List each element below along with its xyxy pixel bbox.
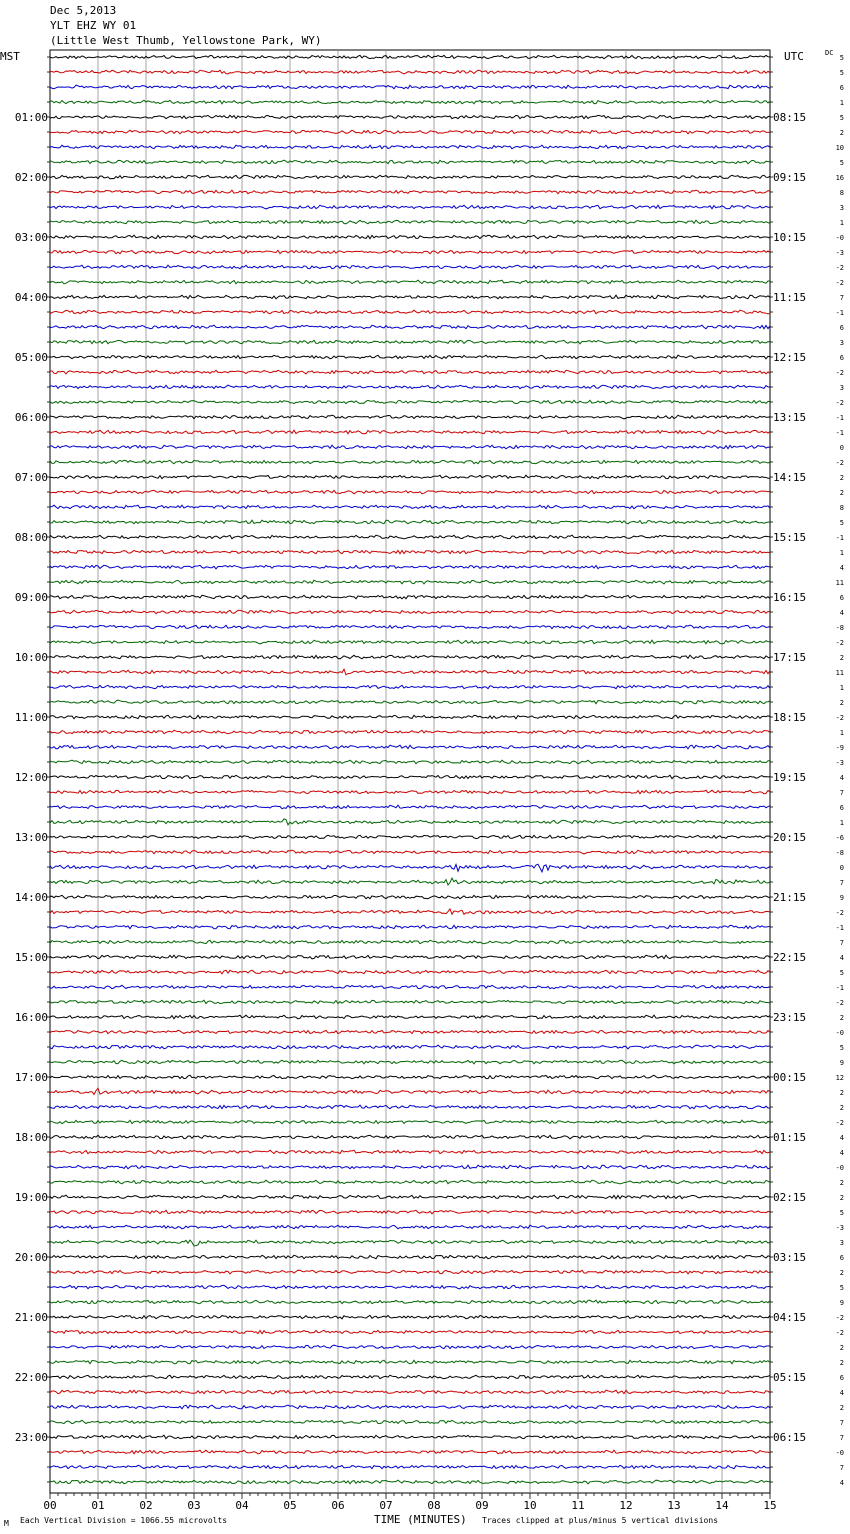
trace-row (50, 955, 770, 959)
dc-offset-label: -2 (835, 459, 844, 467)
trace-row (50, 895, 770, 898)
trace-row (50, 1405, 770, 1409)
trace-row (50, 550, 770, 554)
trace-row (50, 1045, 770, 1049)
trace-row (50, 160, 770, 164)
trace-row (50, 864, 770, 872)
x-tick-label: 07 (379, 1499, 393, 1512)
left-hour-label: 21:00 (14, 1311, 48, 1324)
left-hour-label: 08:00 (14, 531, 48, 544)
dc-offset-label: 6 (839, 324, 844, 332)
trace-row (50, 1240, 770, 1246)
dc-offset-label: -2 (835, 369, 844, 377)
dc-offset-label: 2 (839, 129, 844, 137)
plot-date: Dec 5,2013 (50, 4, 117, 17)
left-hour-label: 11:00 (14, 711, 48, 724)
trace-row (50, 70, 770, 74)
trace-row (50, 1345, 770, 1349)
right-hour-label: 12:15 (773, 351, 807, 364)
dc-offset-label: 9 (839, 1059, 844, 1067)
dc-offset-label: -1 (835, 924, 844, 932)
dc-offset-label: -0 (835, 1164, 844, 1172)
trace-row (50, 1195, 770, 1199)
trace-row (50, 250, 770, 253)
dc-offset-label: 3 (839, 204, 844, 212)
x-tick-label: 15 (763, 1499, 777, 1512)
dc-offset-label: 4 (839, 1479, 844, 1487)
trace-row (50, 280, 770, 284)
trace-row (50, 415, 770, 419)
trace-row (50, 1135, 770, 1139)
dc-offset-label: -3 (835, 249, 844, 257)
trace-row (50, 370, 770, 374)
left-hour-label: 22:00 (14, 1371, 48, 1384)
trace-row (50, 355, 770, 359)
dc-offset-label: 6 (839, 354, 844, 362)
trace-row (50, 235, 770, 239)
dc-offset-label: 5 (839, 1284, 844, 1292)
trace-row (50, 1465, 770, 1468)
left-hour-label: 10:00 (14, 651, 48, 664)
dc-offset-label: 0 (839, 864, 844, 872)
right-hour-label: 02:15 (773, 1191, 807, 1204)
dc-offset-label: 7 (839, 1419, 844, 1427)
right-hour-label: 21:15 (773, 891, 807, 904)
dc-offset-label: -2 (835, 1119, 844, 1127)
x-tick-label: 01 (91, 1499, 105, 1512)
dc-offset-label: 5 (839, 1044, 844, 1052)
trace-row (50, 475, 770, 479)
trace-row (50, 1030, 770, 1033)
trace-row (50, 445, 770, 449)
trace-row (50, 985, 770, 989)
dc-offset-label: 1 (839, 99, 844, 107)
trace-row (50, 310, 770, 314)
trace-row (50, 730, 770, 734)
dc-offset-label: 0 (839, 444, 844, 452)
trace-row (50, 535, 770, 539)
plot-frame (50, 50, 770, 1493)
dc-offset-label: -0 (835, 234, 844, 242)
station-id: YLT EHZ WY 01 (50, 19, 137, 32)
trace-row (50, 175, 770, 179)
right-hour-label: 16:15 (773, 591, 807, 604)
dc-offset-label: 2 (839, 489, 844, 497)
left-hour-label: 05:00 (14, 351, 48, 364)
trace-row (50, 1420, 770, 1424)
dc-offset-label: 1 (839, 219, 844, 227)
trace-row (50, 1435, 770, 1439)
trace-row (50, 325, 770, 329)
dc-offset-label: 5 (839, 969, 844, 977)
right-hour-label: 04:15 (773, 1311, 807, 1324)
dc-offset-label: 7 (839, 879, 844, 887)
trace-row (50, 1270, 770, 1274)
right-hour-label: 10:15 (773, 231, 807, 244)
trace-row (50, 1060, 770, 1064)
left-hour-label: 06:00 (14, 411, 48, 424)
trace-row (50, 819, 770, 825)
dc-offset-label: 2 (839, 1089, 844, 1097)
right-hour-label: 13:15 (773, 411, 807, 424)
dc-offset-label: 10 (835, 144, 844, 152)
right-hour-label: 08:15 (773, 111, 807, 124)
right-hour-label: 23:15 (773, 1011, 807, 1024)
dc-offset-label: 2 (839, 1014, 844, 1022)
trace-row (50, 700, 770, 704)
trace-row (50, 1390, 770, 1394)
trace-row (50, 265, 770, 269)
right-hour-label: 03:15 (773, 1251, 807, 1264)
left-hour-label: 17:00 (14, 1071, 48, 1084)
traces (50, 55, 770, 1484)
dc-offset-label: -1 (835, 984, 844, 992)
trace-row (50, 460, 770, 464)
dc-offset-label: -1 (835, 429, 844, 437)
scale-note: Each Vertical Division = 1066.55 microvolts (20, 1516, 228, 1525)
trace-row (50, 655, 770, 659)
right-hour-label: 11:15 (773, 291, 807, 304)
trace-row (50, 385, 770, 389)
dc-offset-label: 1 (839, 549, 844, 557)
right-hour-label: 06:15 (773, 1431, 807, 1444)
dc-offset-label: 2 (839, 1344, 844, 1352)
left-timezone-label: MST (0, 50, 20, 63)
x-tick-label: 05 (283, 1499, 297, 1512)
dc-offset-label: -2 (835, 1314, 844, 1322)
trace-row (50, 878, 770, 885)
dc-offset-label: -2 (835, 279, 844, 287)
right-hour-label: 00:15 (773, 1071, 807, 1084)
dc-offset-label: -2 (835, 909, 844, 917)
trace-row (50, 790, 770, 794)
dc-offset-label: 6 (839, 804, 844, 812)
trace-row (50, 55, 770, 59)
dc-offset-label: -2 (835, 714, 844, 722)
trace-row (50, 130, 770, 134)
left-hour-label: 03:00 (14, 231, 48, 244)
trace-row (50, 1480, 770, 1484)
dc-offset-label: 5 (839, 1209, 844, 1217)
dc-offset-label: -2 (835, 399, 844, 407)
dc-offset-label: 4 (839, 609, 844, 617)
trace-row (50, 190, 770, 194)
trace-row (50, 1165, 770, 1169)
dc-offset-label: 5 (839, 69, 844, 77)
left-hour-label: 04:00 (14, 291, 48, 304)
dc-offset-label: 3 (839, 1239, 844, 1247)
right-hour-label: 18:15 (773, 711, 807, 724)
left-hour-label: 14:00 (14, 891, 48, 904)
trace-row (50, 835, 770, 838)
trace-row (50, 1255, 770, 1259)
trace-row (50, 640, 770, 644)
dc-offset-label: 6 (839, 1254, 844, 1262)
x-tick-label: 10 (523, 1499, 537, 1512)
trace-row (50, 970, 770, 974)
trace-row (50, 505, 770, 509)
trace-row (50, 565, 770, 569)
dc-offset-label: -1 (835, 414, 844, 422)
x-tick-label: 06 (331, 1499, 345, 1512)
x-axis-title: TIME (MINUTES) (374, 1513, 467, 1526)
right-hour-label: 01:15 (773, 1131, 807, 1144)
x-tick-label: 03 (187, 1499, 201, 1512)
dc-offset-label: -9 (835, 744, 844, 752)
trace-row (50, 925, 770, 929)
dc-offset-label: 1 (839, 684, 844, 692)
trace-row (50, 909, 770, 914)
dc-offset-label: 16 (835, 174, 844, 182)
clip-note: Traces clipped at plus/minus 5 vertical divisions (482, 1516, 719, 1525)
dc-offset-label: 4 (839, 564, 844, 572)
corner-mark: M (4, 1519, 9, 1528)
left-hour-label: 01:00 (14, 111, 48, 124)
dc-offset-label: 4 (839, 954, 844, 962)
left-hour-label: 09:00 (14, 591, 48, 604)
dc-offset-label: 5 (839, 54, 844, 62)
right-timezone-label: UTC (784, 50, 804, 63)
trace-row (50, 1180, 770, 1184)
dc-offset-label: 9 (839, 894, 844, 902)
right-hour-label: 17:15 (773, 651, 807, 664)
dc-offset-label: 5 (839, 519, 844, 527)
left-hour-label: 13:00 (14, 831, 48, 844)
dc-offset-label: 1 (839, 729, 844, 737)
trace-row (50, 1285, 770, 1289)
dc-offset-label: -3 (835, 1224, 844, 1232)
x-tick-label: 09 (475, 1499, 489, 1512)
trace-row (50, 625, 770, 629)
left-hour-label: 19:00 (14, 1191, 48, 1204)
dc-offset-label: 2 (839, 1404, 844, 1412)
trace-row (50, 400, 770, 403)
left-hour-label: 18:00 (14, 1131, 48, 1144)
left-hour-label: 16:00 (14, 1011, 48, 1024)
trace-row (50, 85, 770, 89)
x-tick-label: 14 (715, 1499, 729, 1512)
dc-offset-label: 2 (839, 1179, 844, 1187)
trace-row (50, 715, 770, 719)
trace-row (50, 115, 770, 118)
trace-row (50, 1330, 770, 1333)
left-hour-label: 15:00 (14, 951, 48, 964)
dc-offset-label: -2 (835, 639, 844, 647)
trace-row (50, 745, 770, 749)
trace-row (50, 145, 770, 149)
trace-row (50, 595, 770, 599)
right-hour-label: 15:15 (773, 531, 807, 544)
dc-offset-label: 12 (835, 1074, 844, 1082)
x-tick-label: 13 (667, 1499, 681, 1512)
station-location: (Little West Thumb, Yellowstone Park, WY) (50, 34, 322, 47)
trace-row (50, 220, 770, 224)
dc-offset-label: 9 (839, 1299, 844, 1307)
dc-offset-label: 7 (839, 1434, 844, 1442)
trace-row (50, 760, 770, 764)
dc-offset-label: -8 (835, 624, 844, 632)
dc-offset-label: -1 (835, 534, 844, 542)
trace-row (50, 205, 770, 209)
dc-offset-label: 4 (839, 1389, 844, 1397)
trace-row (50, 100, 770, 104)
dc-offset-label: -6 (835, 834, 844, 842)
dc-offset-label: 2 (839, 1194, 844, 1202)
left-hour-label: 20:00 (14, 1251, 48, 1264)
dc-offset-label: 6 (839, 594, 844, 602)
x-tick-label: 08 (427, 1499, 441, 1512)
dc-offset-label: -0 (835, 1449, 844, 1457)
trace-row (50, 1210, 770, 1214)
x-tick-label: 02 (139, 1499, 153, 1512)
right-hour-label: 14:15 (773, 471, 807, 484)
dc-offset-label: 5 (839, 159, 844, 167)
dc-offset-label: 7 (839, 1464, 844, 1472)
trace-row (50, 1015, 770, 1019)
x-tick-label: 00 (43, 1499, 57, 1512)
dc-offset-label: 2 (839, 654, 844, 662)
right-hour-label: 22:15 (773, 951, 807, 964)
dc-offset-label: 4 (839, 774, 844, 782)
trace-row (50, 850, 770, 854)
dc-offset-label: 7 (839, 939, 844, 947)
dc-offset-label: 7 (839, 789, 844, 797)
trace-row (50, 340, 770, 344)
left-hour-label: 07:00 (14, 471, 48, 484)
trace-row (50, 1300, 770, 1304)
dc-column-header: DC (825, 49, 834, 57)
trace-row (50, 1120, 770, 1124)
trace-row (50, 775, 770, 779)
dc-offset-label: 6 (839, 84, 844, 92)
dc-offset-label: 3 (839, 339, 844, 347)
trace-row (50, 295, 770, 299)
trace-row (50, 1225, 770, 1229)
dc-offset-label: -2 (835, 999, 844, 1007)
dc-offset-label: 2 (839, 1359, 844, 1367)
trace-row (50, 1360, 770, 1364)
dc-offset-label: 3 (839, 384, 844, 392)
right-hour-label: 09:15 (773, 171, 807, 184)
dc-offset-label: 2 (839, 699, 844, 707)
dc-offset-label: 6 (839, 1374, 844, 1382)
dc-offset-label: -2 (835, 264, 844, 272)
dc-offset-label: 8 (839, 189, 844, 197)
trace-row (50, 1088, 770, 1094)
trace-row (50, 1105, 770, 1109)
trace-row (50, 1315, 770, 1319)
x-tick-label: 04 (235, 1499, 249, 1512)
dc-offset-label: 4 (839, 1149, 844, 1157)
dc-offset-label: 8 (839, 504, 844, 512)
left-hour-label: 12:00 (14, 771, 48, 784)
dc-offset-label: -8 (835, 849, 844, 857)
dc-offset-label: 2 (839, 474, 844, 482)
right-hour-label: 05:15 (773, 1371, 807, 1384)
dc-offset-label: 2 (839, 1269, 844, 1277)
dc-offset-label: 4 (839, 1134, 844, 1142)
trace-row (50, 490, 770, 494)
dc-offset-label: -2 (835, 1329, 844, 1337)
trace-row (50, 1375, 770, 1379)
trace-row (50, 1000, 770, 1004)
dc-offset-label: 2 (839, 1104, 844, 1112)
dc-offset-label: -0 (835, 1029, 844, 1037)
right-hour-label: 20:15 (773, 831, 807, 844)
trace-row (50, 940, 770, 944)
trace-row (50, 520, 770, 524)
trace-row (50, 1450, 770, 1454)
x-tick-label: 12 (619, 1499, 633, 1512)
trace-row (50, 1150, 770, 1154)
dc-offset-label: 7 (839, 294, 844, 302)
trace-row (50, 580, 770, 584)
right-hour-label: 19:15 (773, 771, 807, 784)
trace-row (50, 1075, 770, 1079)
trace-row (50, 610, 770, 613)
trace-row (50, 805, 770, 809)
dc-offset-label: -1 (835, 309, 844, 317)
left-hour-label: 23:00 (14, 1431, 48, 1444)
trace-row (50, 685, 770, 688)
trace-row (50, 430, 770, 434)
dc-offset-label: 1 (839, 819, 844, 827)
labels (15, 54, 844, 1512)
left-hour-label: 02:00 (14, 171, 48, 184)
dc-offset-label: 5 (839, 114, 844, 122)
x-tick-label: 11 (571, 1499, 585, 1512)
dc-offset-label: 11 (835, 579, 844, 587)
trace-row (50, 669, 770, 675)
dc-offset-label: 11 (835, 669, 844, 677)
dc-offset-label: -3 (835, 759, 844, 767)
